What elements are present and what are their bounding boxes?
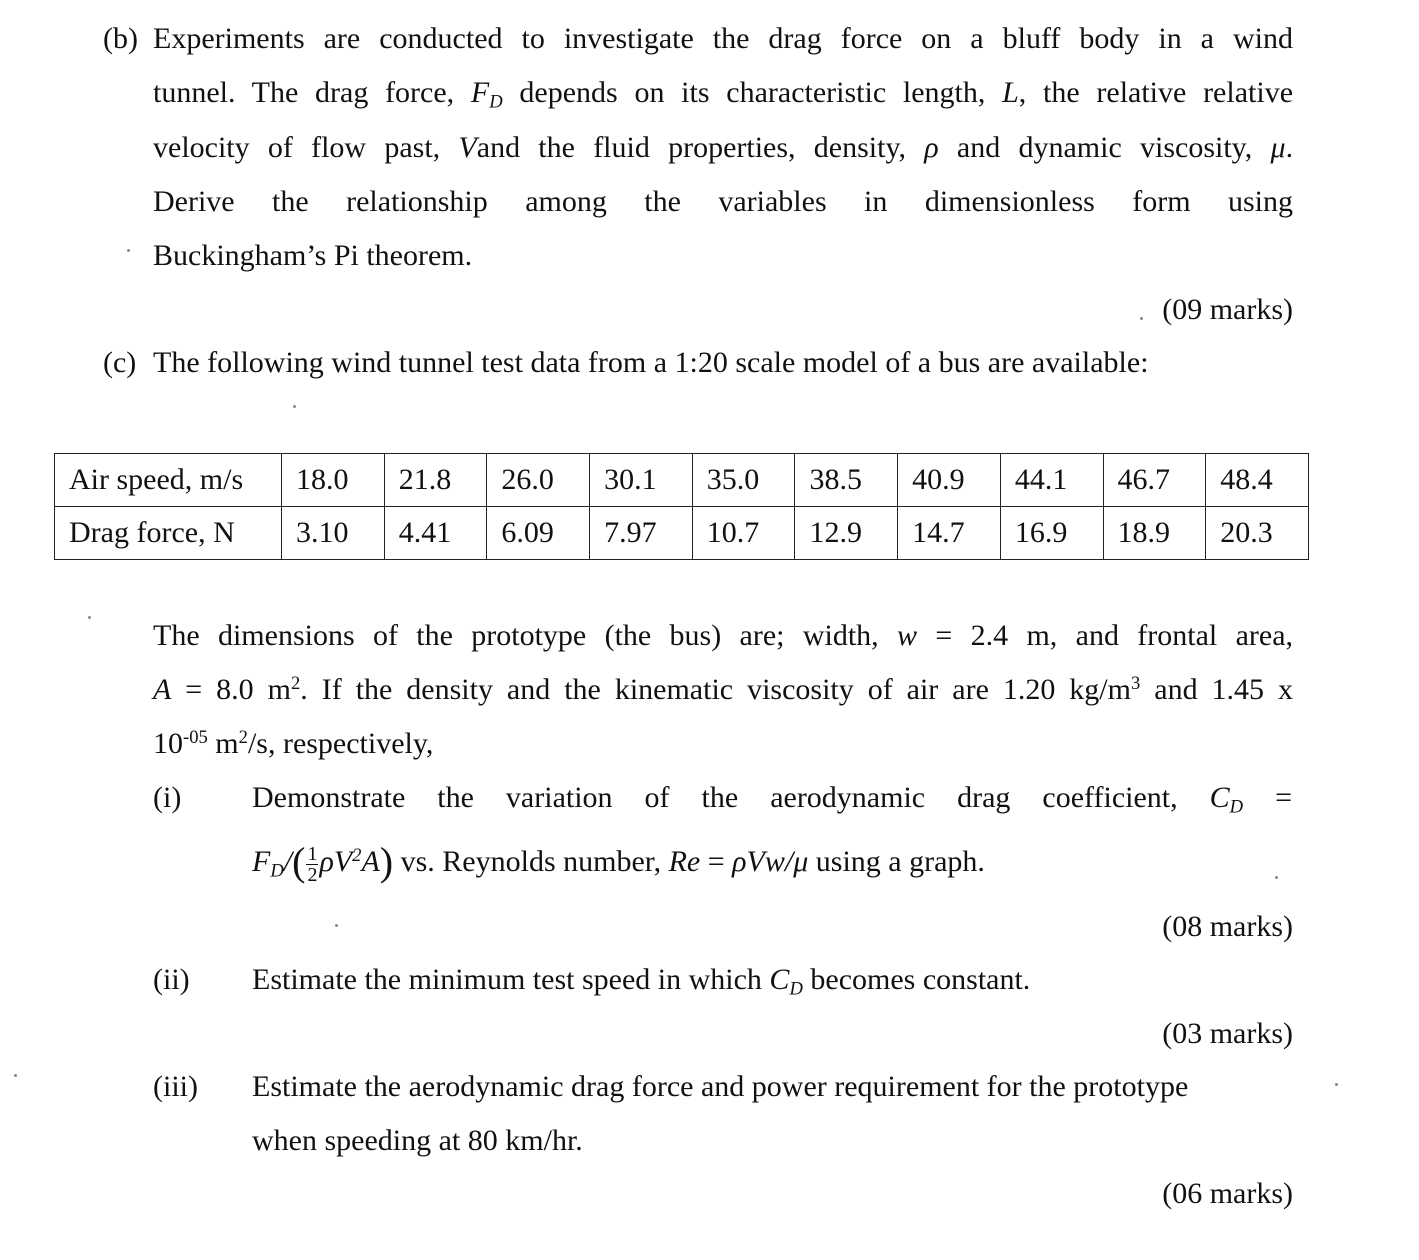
table-cell: 26.0 [487, 454, 590, 507]
part-b-line-1: Experiments are conducted to investigate the drag force on a bluff body in a wind [153, 22, 1293, 55]
item-iii-marks: (06 marks) [1162, 1177, 1293, 1210]
scan-speck [1335, 1083, 1338, 1086]
part-c-intro: The following wind tunnel test data from a 1:20 scale model of a bus are available: [153, 346, 1149, 379]
item-ii-marks: (03 marks) [1162, 1017, 1293, 1050]
table-cell: 44.1 [1000, 454, 1103, 507]
one-half-fraction: $\frac{1}{2}$ [307, 842, 318, 886]
table-cell: 30.1 [590, 454, 693, 507]
table-cell: 7.97 [590, 507, 693, 560]
scan-speck [335, 924, 338, 927]
table-cell: 48.4 [1206, 454, 1309, 507]
item-i-line-2: $F_D/$( $\frac{1}{2}$ $\rho V^2A$) vs. Reynolds number, Re = ρVw/μ using a graph. [252, 839, 985, 886]
table-cell: 4.41 [384, 507, 487, 560]
part-b-line-5: Buckingham’s Pi theorem. [153, 239, 473, 272]
part-b-label: (b) [103, 22, 138, 55]
part-b-line-4: Derive the relationship among the variables in dimensionless form using [153, 185, 1293, 218]
item-ii-text: Estimate the minimum test speed in which $C_D$ becomes constant. [252, 963, 1031, 1000]
table-cell: 46.7 [1103, 454, 1206, 507]
table-cell: 12.9 [795, 507, 898, 560]
row-header-drag-force: Drag force, N [55, 507, 282, 560]
scan-speck [1275, 876, 1278, 879]
item-i-line-1: Demonstrate the variation of the aerodynamic drag coefficient, $C_D$ = [252, 781, 1292, 818]
table-row-drag-force [55, 507, 1309, 560]
scan-speck [293, 405, 296, 408]
table-cell: 14.7 [898, 507, 1001, 560]
item-i-marks: (08 marks) [1162, 910, 1293, 943]
table-cell: 20.3 [1206, 507, 1309, 560]
prototype-dims-line-2: A = 8.0 $m^2$. If the density and the kinematic viscosity of air are 1.20 $kg/m^3$ and 1.45 x [153, 673, 1293, 707]
scan-speck [14, 1074, 17, 1077]
wind-tunnel-data-table [54, 453, 1309, 560]
part-c-label: (c) [103, 346, 137, 379]
table-cell: 21.8 [384, 454, 487, 507]
scan-speck [88, 616, 91, 619]
part-b-marks: (09 marks) [1162, 293, 1293, 326]
row-header-air-speed: Air speed, m/s [55, 454, 282, 507]
table-cell: 38.5 [795, 454, 898, 507]
scan-speck [127, 249, 130, 252]
item-iii-line-1: Estimate the aerodynamic drag force and power requirement for the prototype [252, 1070, 1189, 1103]
table-cell: 6.09 [487, 507, 590, 560]
item-ii-label: (ii) [153, 963, 190, 996]
table-cell: 35.0 [692, 454, 795, 507]
table-cell: 10.7 [692, 507, 795, 560]
part-b-line-2: tunnel. The drag force, $F_D$ depends on its characteristic length, L, the relative relative [153, 76, 1294, 113]
table-cell: 3.10 [282, 507, 385, 560]
table-cell: 18.0 [282, 454, 385, 507]
item-iii-line-2: when speeding at 80 km/hr. [252, 1124, 583, 1157]
prototype-dims-line-3: $10^{-05}$ $m^2/s$, respectively, [153, 727, 434, 761]
prototype-dims-line-1: The dimensions of the prototype (the bus) are; width, w = 2.4 m, and frontal area, [153, 619, 1294, 652]
table-cell: 18.9 [1103, 507, 1206, 560]
table-cell: 40.9 [898, 454, 1001, 507]
table-cell: 16.9 [1000, 507, 1103, 560]
item-iii-label: (iii) [153, 1070, 198, 1103]
table-row-air-speed [55, 454, 1309, 507]
item-i-label: (i) [153, 781, 182, 814]
scan-speck [1140, 317, 1143, 320]
part-b-line-3: velocity of flow past, Vand the fluid properties, density, ρ and dynamic viscosity, μ. [153, 131, 1294, 164]
